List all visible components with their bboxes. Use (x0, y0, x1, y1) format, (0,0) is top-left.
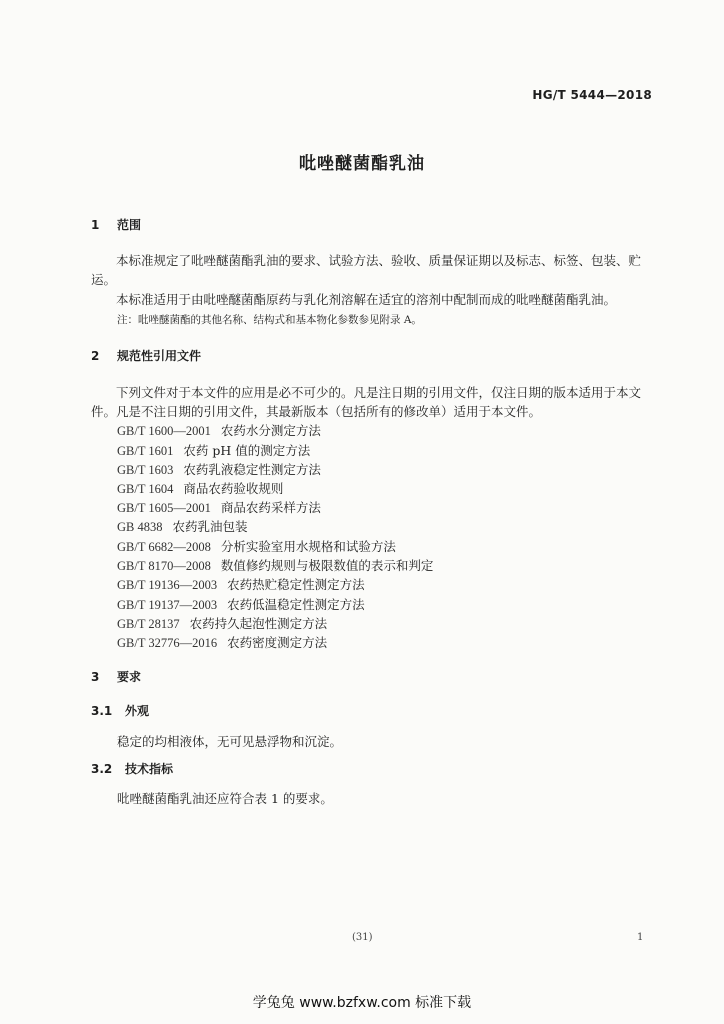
reference-name: 商品农药采样方法 (220, 500, 321, 515)
reference-code: GB/T 28137 (117, 617, 180, 631)
reference-name: 农药水分测定方法 (220, 423, 321, 438)
reference-item (117, 498, 321, 516)
scope-paragraph-2: 本标准适用于由吡唑醚菌酯原药与乳化剂溶解在适宜的溶剂中配制而成的吡唑醚菌酯乳油。 (116, 292, 617, 307)
section-title: 规范性引用文件 (117, 349, 202, 363)
reference-item (117, 575, 365, 593)
reference-name: 农药低温稳定性测定方法 (227, 597, 365, 612)
reference-item (117, 479, 283, 497)
references-intro: 下列文件对于本文件的应用是必不可少的。凡是注日期的引用文件，仅注日期的版本适用于本文件。凡是不注日期的引用文件，其最新版本（包括所有的修改单）适用于本文件。 (91, 385, 642, 419)
reference-name: 农药持久起泡性测定方法 (189, 616, 328, 631)
scope-paragraph-1: 本标准规定了吡唑醚菌酯乳油的要求、试验方法、验收、质量保证期以及标志、标签、包装、贮运。 (91, 253, 642, 287)
reference-item (117, 460, 321, 478)
reference-code: GB/T 1600—2001 (117, 424, 211, 438)
reference-code: GB/T 6682—2008 (117, 540, 211, 554)
reference-code: GB 4838 (117, 520, 163, 534)
reference-name: 农药乳液稳定性测定方法 (183, 462, 321, 477)
section-number: 3 (91, 670, 100, 684)
section-number: 3.1 (91, 704, 113, 718)
reference-name: 分析实验室用水规格和试验方法 (220, 539, 396, 554)
document-title: 吡唑醚菌酯乳油 (299, 154, 425, 174)
appearance-text: 稳定的均相液体，无可见悬浮物和沉淀。 (117, 734, 343, 749)
reference-name: 数值修约规则与极限数值的表示和判定 (220, 558, 434, 573)
page-number-right: 1 (637, 932, 644, 943)
reference-name: 农药 pH 值的测定方法 (183, 443, 311, 458)
reference-item (117, 614, 327, 632)
section-title: 技术指标 (125, 762, 174, 776)
reference-name: 农药乳油包装 (172, 519, 248, 534)
reference-item (117, 556, 433, 574)
reference-item (117, 595, 365, 613)
section-number: 1 (91, 218, 100, 232)
reference-item (117, 517, 248, 535)
reference-code: GB/T 1605—2001 (117, 501, 211, 515)
section-number: 2 (91, 349, 100, 363)
technical-indicators-text: 吡唑醚菌酯乳油还应符合表 1 的要求。 (117, 791, 333, 806)
section-number: 3.2 (91, 762, 113, 776)
scope-note: 注：吡唑醚菌酯的其他名称、结构式和基本物化参数参见附录 A。 (117, 314, 422, 326)
page-number-center: (31) (352, 932, 373, 943)
reference-code: GB/T 1601 (117, 444, 174, 458)
reference-code: GB/T 32776—2016 (117, 636, 218, 650)
reference-code: GB/T 1604 (117, 482, 174, 496)
section-title: 要求 (117, 670, 142, 684)
section-1-heading (91, 216, 141, 233)
reference-item (117, 633, 327, 651)
reference-name: 农药热贮稳定性测定方法 (227, 577, 365, 592)
section-title: 外观 (125, 704, 150, 718)
section-3-1-heading (91, 702, 149, 719)
standard-number: HG/T 5444—2018 (532, 88, 652, 102)
reference-item (117, 441, 310, 459)
reference-code: GB/T 19137—2003 (117, 598, 218, 612)
footer-watermark: 学兔兔 www.bzfxw.com 标准下载 (252, 995, 472, 1011)
section-title: 范围 (117, 218, 142, 232)
section-2-heading (91, 347, 201, 364)
section-3-heading (91, 668, 141, 685)
reference-code: GB/T 8170—2008 (117, 559, 211, 573)
reference-name: 商品农药验收规则 (183, 481, 284, 496)
reference-item (117, 421, 321, 439)
section-3-2-heading (91, 760, 173, 777)
reference-code: GB/T 1603 (117, 463, 174, 477)
reference-item (117, 537, 396, 555)
reference-code: GB/T 19136—2003 (117, 578, 218, 592)
reference-name: 农药密度测定方法 (227, 635, 328, 650)
